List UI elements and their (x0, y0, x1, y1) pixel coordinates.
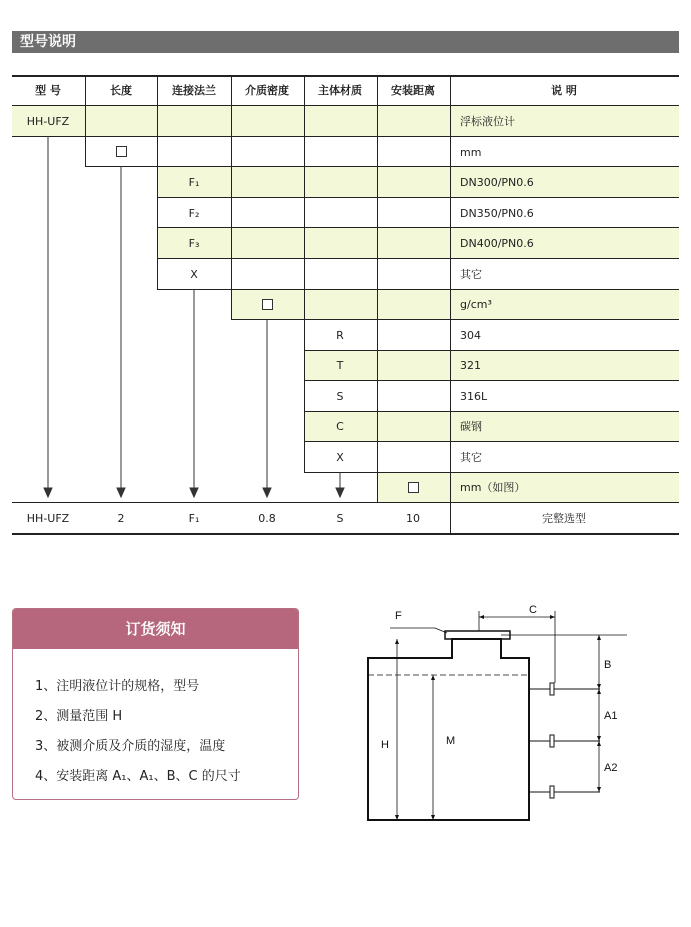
order-item-1: 1、注明液位计的规格，型号 (35, 679, 200, 694)
example-distance: 10 (406, 512, 420, 525)
example-length: 2 (117, 512, 125, 525)
label-m: M (446, 735, 456, 747)
material-code-4: C (336, 420, 344, 433)
label-f: F (395, 610, 402, 622)
flange-desc-1: DN300/PN0.6 (460, 176, 534, 189)
top-flange (445, 631, 510, 639)
example-desc: 完整选型 (542, 512, 586, 525)
model-desc: 浮标液位计 (460, 115, 515, 128)
label-b: B (604, 659, 612, 671)
example-model: HH-UFZ (26, 512, 70, 525)
col-header-length: 长度 (110, 84, 132, 97)
section-title: 型号说明 (20, 34, 76, 50)
flange-code-4: X (190, 268, 198, 281)
material-code-5: X (336, 451, 344, 464)
flange-desc-4: 其它 (460, 268, 482, 281)
col-header-density: 介质密度 (245, 84, 289, 97)
label-h: H (381, 739, 389, 751)
label-c: C (529, 604, 537, 616)
label-a1: A1 (604, 710, 618, 722)
flange-desc-3: DN400/PN0.6 (460, 237, 534, 250)
material-desc-4: 碳钢 (460, 420, 482, 433)
col-header-material: 主体材质 (318, 84, 362, 97)
distance-desc: mm（如图） (460, 481, 526, 494)
model-code: HH-UFZ (26, 115, 70, 128)
length-desc: mm (460, 146, 482, 159)
density-desc: g/cm³ (460, 298, 492, 311)
material-desc-2: 321 (460, 359, 481, 372)
material-code-1: R (336, 329, 344, 342)
col-header-flange: 连接法兰 (172, 84, 216, 97)
label-a2: A2 (604, 762, 618, 774)
example-density: 0.8 (258, 512, 276, 525)
example-flange: F₁ (188, 512, 200, 525)
order-notice-title: 订货须知 (13, 609, 298, 649)
col-header-desc: 说 明 (551, 84, 577, 97)
tank-body (368, 639, 529, 820)
material-desc-1: 304 (460, 329, 481, 342)
flange-code-2: F₂ (188, 207, 200, 220)
order-item-2: 2、测量范围 H (35, 709, 123, 724)
col-header-distance: 安装距离 (391, 84, 435, 97)
tank-dimension-diagram (355, 595, 645, 830)
material-code-3: S (336, 390, 344, 403)
material-desc-5: 其它 (460, 451, 482, 464)
order-item-4: 4、安装距离 A₁、A₁、B、C 的尺寸 (35, 769, 241, 784)
material-code-2: T (336, 359, 344, 372)
flange-code-3: F₃ (188, 237, 200, 250)
example-material: S (336, 512, 344, 525)
flange-code-1: F₁ (188, 176, 200, 189)
flange-desc-2: DN350/PN0.6 (460, 207, 534, 220)
material-desc-3: 316L (460, 390, 488, 403)
col-header-model: 型 号 (35, 84, 61, 97)
order-item-3: 3、被测介质及介质的湿度，温度 (35, 739, 226, 754)
order-notice-box (12, 608, 299, 800)
